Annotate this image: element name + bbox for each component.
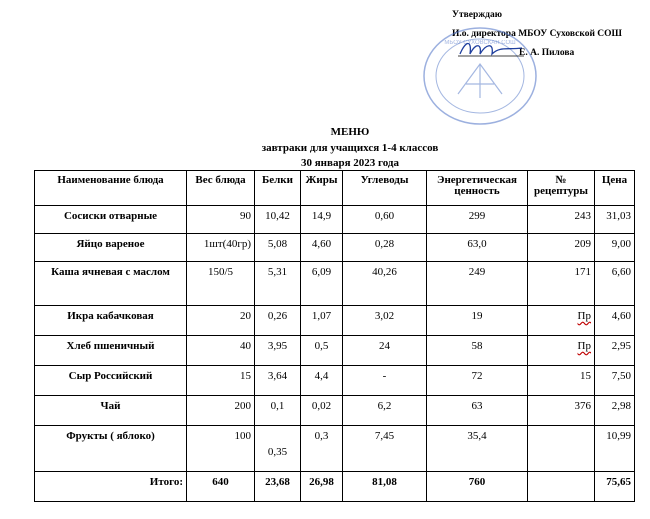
table-row [35,262,635,306]
cell-energy: 72 [427,366,528,396]
cell-price: 6,60 [595,262,635,306]
cell-energy: 63,0 [427,234,528,262]
svg-text:МБОУ СУХОВСКАЯ СОШ: МБОУ СУХОВСКАЯ СОШ [444,40,516,46]
signature [456,36,526,62]
cell-energy: 299 [427,206,528,234]
cell-proteins: 5,31 [255,262,301,306]
cell-carbs: 24 [343,336,427,366]
header-carbs: Углеводы [343,171,427,206]
header-recipe: № рецептуры [528,171,595,206]
cell-dish: Фрукты ( яблоко) [35,426,187,472]
recipe-code: Пр [577,310,591,322]
table-header-row [35,171,635,206]
cell-recipe [528,336,595,366]
cell-price: 7,50 [595,366,635,396]
cell-price: 4,60 [595,306,635,336]
approval-line-3: Е. А. Пилова [519,48,575,58]
total-price: 75,65 [595,472,635,502]
total-carbs: 81,08 [343,472,427,502]
menu-date: 30 января 2023 года [300,157,400,169]
cell-fats: 0,02 [301,396,343,426]
cell-dish: Сосиски отварные [35,206,187,234]
cell-recipe: 171 [528,262,595,306]
cell-proteins: 0,1 [255,396,301,426]
cell-fats: 1,07 [301,306,343,336]
cell-proteins: 0,35 [255,426,301,472]
header-name: Наименование блюда [35,171,187,206]
cell-proteins: 5,08 [255,234,301,262]
cell-fats: 14,9 [301,206,343,234]
cell-carbs: 0,28 [343,234,427,262]
total-energy: 760 [427,472,528,502]
cell-energy: 63 [427,396,528,426]
cell-carbs: 0,60 [343,206,427,234]
total-recipe [528,472,595,502]
total-proteins: 23,68 [255,472,301,502]
cell-dish: Сыр Российский [35,366,187,396]
approval-line-2: И.о. директора МБОУ Суховской СОШ [452,29,622,39]
table-total-row [35,472,635,502]
table-row [35,336,635,366]
cell-energy: 35,4 [427,426,528,472]
cell-dish: Каша ячневая с маслом [35,262,187,306]
approval-line-1: Утверждаю [452,10,502,20]
recipe-code: Пр [577,340,591,352]
header-fats: Жиры [301,171,343,206]
total-label: Итого: [35,472,187,502]
cell-energy: 19 [427,306,528,336]
cell-carbs: 40,26 [343,262,427,306]
cell-weight: 15 [187,366,255,396]
cell-dish: Хлеб пшеничный [35,336,187,366]
cell-weight: 40 [187,336,255,366]
cell-price: 2,95 [595,336,635,366]
cell-recipe: 209 [528,234,595,262]
cell-recipe [528,306,595,336]
table-row [35,366,635,396]
cell-proteins: 0,26 [255,306,301,336]
cell-carbs: - [343,366,427,396]
table-row [35,306,635,336]
cell-energy: 58 [427,336,528,366]
cell-recipe: 243 [528,206,595,234]
table-row [35,206,635,234]
cell-fats: 4,4 [301,366,343,396]
cell-recipe: 376 [528,396,595,426]
page-subtitle: завтраки для учащихся 1-4 классов [261,142,439,154]
cell-weight: 1шт(40гр) [187,234,255,262]
cell-weight: 90 [187,206,255,234]
cell-carbs: 6,2 [343,396,427,426]
table-row [35,426,635,472]
cell-price: 31,03 [595,206,635,234]
cell-carbs: 3,02 [343,306,427,336]
cell-recipe: 15 [528,366,595,396]
cell-carbs: 7,45 [343,426,427,472]
header-proteins: Белки [255,171,301,206]
cell-weight: 200 [187,396,255,426]
cell-weight: 100 [187,426,255,472]
total-weight: 640 [187,472,255,502]
table-row [35,396,635,426]
menu-table [34,170,635,502]
cell-energy: 249 [427,262,528,306]
cell-weight: 150/5 [187,262,255,306]
header-price: Цена [595,171,635,206]
cell-fats: 0,3 [301,426,343,472]
header-energy: Энергетическая ценность [427,171,528,206]
cell-price: 2,98 [595,396,635,426]
header-weight: Вес блюда [187,171,255,206]
table-row [35,234,635,262]
page-title: МЕНЮ [330,126,370,138]
cell-dish: Яйцо вареное [35,234,187,262]
cell-weight: 20 [187,306,255,336]
cell-proteins: 3,64 [255,366,301,396]
cell-proteins: 3,95 [255,336,301,366]
cell-fats: 4,60 [301,234,343,262]
cell-proteins: 10,42 [255,206,301,234]
total-fats: 26,98 [301,472,343,502]
cell-price: 9,00 [595,234,635,262]
cell-dish: Икра кабачковая [35,306,187,336]
cell-dish: Чай [35,396,187,426]
cell-recipe [528,426,595,472]
cell-price: 10,99 [595,426,635,472]
cell-fats: 0,5 [301,336,343,366]
cell-fats: 6,09 [301,262,343,306]
